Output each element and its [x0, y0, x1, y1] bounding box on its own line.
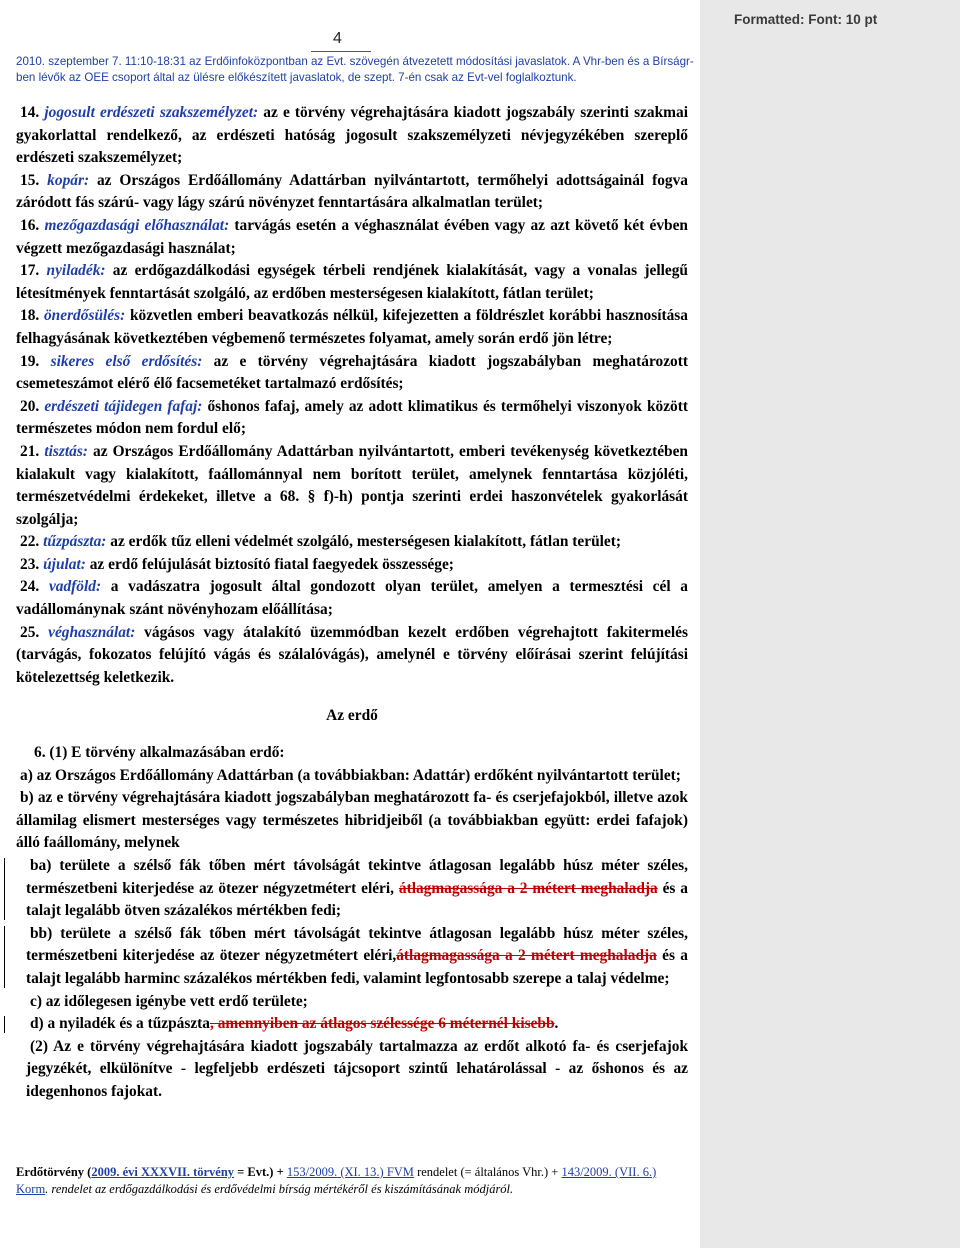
definition-text: vágásos vagy átalakító üzemmódban kezelt erdőben végrehajtott fakitermelés (tarvágás, fokozatos felújító vágás és szálalóvágás), amelynél e törvény előírásai szerint felújítási kötelezettség keletkezik.	[16, 623, 688, 686]
definition-number: 18.	[20, 307, 40, 325]
definition-term: tisztás:	[44, 442, 88, 460]
definition-text: az Országos Erdőállomány Adattárban nyilvántartott, emberi tevékenység következtében kialakult vagy kialakított, faállománnyal nem borított terület, amelynek fenntartása közjóléti, természetvédelmi érdekeket, illetve a 68. § f)-h) pontja szerinti erdei haszonvételek gyakorlását szolgálja;	[16, 442, 688, 528]
definition-text: az e törvény végrehajtására kiadott jogszabály szerinti szakmai gyakorlattal rendelkező, az erdészeti hatóság jogosult szakszemélyzeti névjegyzékében szereplő erdészeti szakszemélyzet;	[16, 104, 688, 167]
page-number-rule	[311, 51, 371, 52]
definition-item	[16, 396, 688, 441]
definition-item	[16, 102, 688, 170]
footer	[16, 1164, 688, 1198]
definition-term: újulat:	[43, 555, 86, 573]
definition-item	[16, 441, 688, 531]
definition-list	[16, 102, 688, 689]
footer-suffix: . rendelet az erdőgazdálkodási és erdővédelmi bírság mértékéről és kiszámításának módjáról.	[45, 1182, 514, 1196]
definition-item	[16, 554, 688, 577]
definition-number: 22.	[20, 533, 40, 551]
definition-term: erdészeti tájidegen fafaj:	[44, 397, 203, 415]
footer-link-evt[interactable]: 2009. évi XXXVII. törvény	[91, 1165, 235, 1179]
definition-number: 17.	[20, 262, 40, 280]
point-a: a) az Országos Erdőállomány Adattárban (a továbbiakban: Adattár) erdőként nyilvántartott terület;	[20, 766, 681, 784]
comment-margin	[700, 0, 960, 1248]
definition-term: vadföld:	[48, 578, 102, 596]
definition-text: az erdők tűz elleni védelmét szolgáló, mesterségesen kialakított, fátlan terület;	[106, 533, 622, 551]
footer-text: rendelet (= általános Vhr.) +	[413, 1165, 562, 1179]
point-ba-text: ba) területe a szélső fák tőben mért távolságát tekintve átlagosan legalább húsz méter széles, természetbeni kiterjedése az ötezer négyzetmétert eléri,	[26, 857, 688, 897]
definition-item	[16, 622, 688, 690]
definition-term: kopár:	[47, 171, 90, 189]
definition-number: 20.	[20, 397, 40, 415]
definition-term: véghasználat:	[48, 623, 136, 641]
definition-number: 21.	[20, 442, 40, 460]
definition-number: 15.	[20, 171, 40, 189]
definition-term: önerdősülés:	[43, 307, 126, 325]
footer-link-korm[interactable]: 143/2009. (VII. 6.) Korm	[16, 1165, 657, 1196]
definition-term: sikeres első erdősítés:	[50, 352, 203, 370]
deleted-text: átlagmagassága a 2 métert meghaladja	[398, 879, 658, 897]
definition-term: mezőgazdasági előhasználat:	[44, 216, 230, 234]
definition-item	[16, 576, 688, 621]
document-body	[16, 102, 688, 1104]
deleted-text: átlagmagassága a 2 métert meghaladja	[396, 947, 657, 965]
definition-text: őshonos fafaj, amely az adott klimatikus és termőhelyi viszonyok között természetes módon nem fordul elő;	[16, 397, 688, 438]
definition-item	[16, 260, 688, 305]
footer-link-fvm[interactable]: 153/2009. (XI. 13.) FVM	[286, 1165, 414, 1179]
paragraph-6-intro: 6. (1) E törvény alkalmazásában erdő:	[34, 744, 285, 762]
deleted-text: , amennyiben az átlagos szélessége 6 méternél kisebb	[210, 1015, 555, 1033]
point-d-text: d) a nyiladék és a tűzpászta	[30, 1015, 210, 1033]
format-annotation: Formatted: Font: 10 pt	[734, 12, 878, 27]
definition-item	[16, 305, 688, 350]
definition-text: az erdő felújulását biztosító fiatal faegyedek összessége;	[85, 555, 454, 573]
definition-text: tarvágás esetén a véghasználat évében vagy az azt követő két évben végzett mezőgazdasági használat;	[16, 216, 688, 257]
definition-number: 16.	[20, 216, 40, 234]
point-d-text: .	[554, 1015, 559, 1033]
definition-item	[16, 215, 688, 260]
definition-text: az Országos Erdőállomány Adattárban nyilvántartott, termőhelyi adottságainál fogva záródott fás szárú- vagy lágy szárú növényzet fenntartására alkalmatlan terület;	[16, 171, 688, 212]
footer-prefix: Erdőtörvény (	[16, 1165, 92, 1179]
point-d	[16, 1013, 688, 1036]
footer-text: = Evt.) +	[234, 1165, 287, 1179]
point-bb-text: bb) területe a szélső fák tőben mért távolságát tekintve átlagosan legalább húsz méter széles, természetbeni kiterjedése az ötezer négyzetmétert eléri,	[26, 924, 688, 965]
definition-term: nyiladék:	[46, 262, 106, 280]
definition-number: 19.	[20, 352, 40, 370]
point-bb	[16, 923, 688, 991]
point-ba	[16, 855, 688, 923]
point-ba-text: és a talajt legalább ötven százalékos mértékben fedi;	[26, 879, 688, 920]
point-c: c) az időlegesen igénybe vett erdő területe;	[30, 992, 308, 1010]
page-number: 4	[333, 30, 342, 47]
definition-text: közvetlen emberi beavatkozás nélkül, kifejezetten a földrészlet korábbi hasznosítása felhagyásának következtében végbemenő természetes folyamat, amely során erdő jön létre;	[16, 307, 688, 347]
definition-number: 25.	[20, 623, 40, 641]
definition-term: tűzpászta:	[43, 533, 107, 551]
definition-number: 14.	[20, 104, 40, 121]
definition-item	[16, 170, 688, 215]
definition-item	[16, 351, 688, 396]
definition-term: jogosult erdészeti szakszemélyzet:	[44, 104, 259, 121]
definition-text: a vadászatra jogosult által gondozott olyan terület, amelyen a termesztési cél a vadállománynak szánt növényhozam előállítása;	[16, 578, 688, 619]
header-note: 2010. szeptember 7. 11:10-18:31 az Erdőinfoközpontban az Evt. szövegén átvezetett módosítási javaslatok. A Vhr-ben és a Bírságr-ben lévők az OEE csoport által az ülésre előkészített javaslatok, de szept. 7-én csak az Evt-vel foglalkoztunk.	[16, 55, 694, 84]
point-b: b) az e törvény végrehajtására kiadott jogszabályban meghatározott fa- és cserjefajokból, illetve azok államilag elismert mesterséges vagy természetes hibridjeiből (a továbbiakban együtt: erdei fafajok) álló faállomány, melynek	[16, 789, 688, 852]
definition-text: az e törvény végrehajtására kiadott jogszabályban meghatározott csemeteszámot elérő élő facsemetéket tartalmazó erdősítés;	[16, 352, 688, 393]
definition-item	[16, 531, 688, 554]
paragraph-6-2: (2) Az e törvény végrehajtására kiadott jogszabály tartalmazza az erdőt alkotó fa- és cserjefajok jegyzékét, elkülönítve - legfeljebb erdészeti tájcsoport szintű lehatárolással - az őshonos és az idegenhonos fajokat.	[26, 1037, 688, 1100]
definition-number: 23.	[20, 555, 40, 573]
point-bb-text: és a talajt legalább harminc százalékos mértékben fedi, valamint legfontosabb szerepe a talaj védelme;	[26, 947, 689, 987]
definition-number: 24.	[20, 578, 40, 596]
section-title: Az erdő	[326, 707, 378, 725]
definition-text: az erdőgazdálkodási egységek térbeli rendjének kialakítását, vagy a vonalas jellegű létesítmények fenntartását szolgáló, az erdőben mesterségesen kialakított, fátlan terület;	[16, 262, 688, 302]
